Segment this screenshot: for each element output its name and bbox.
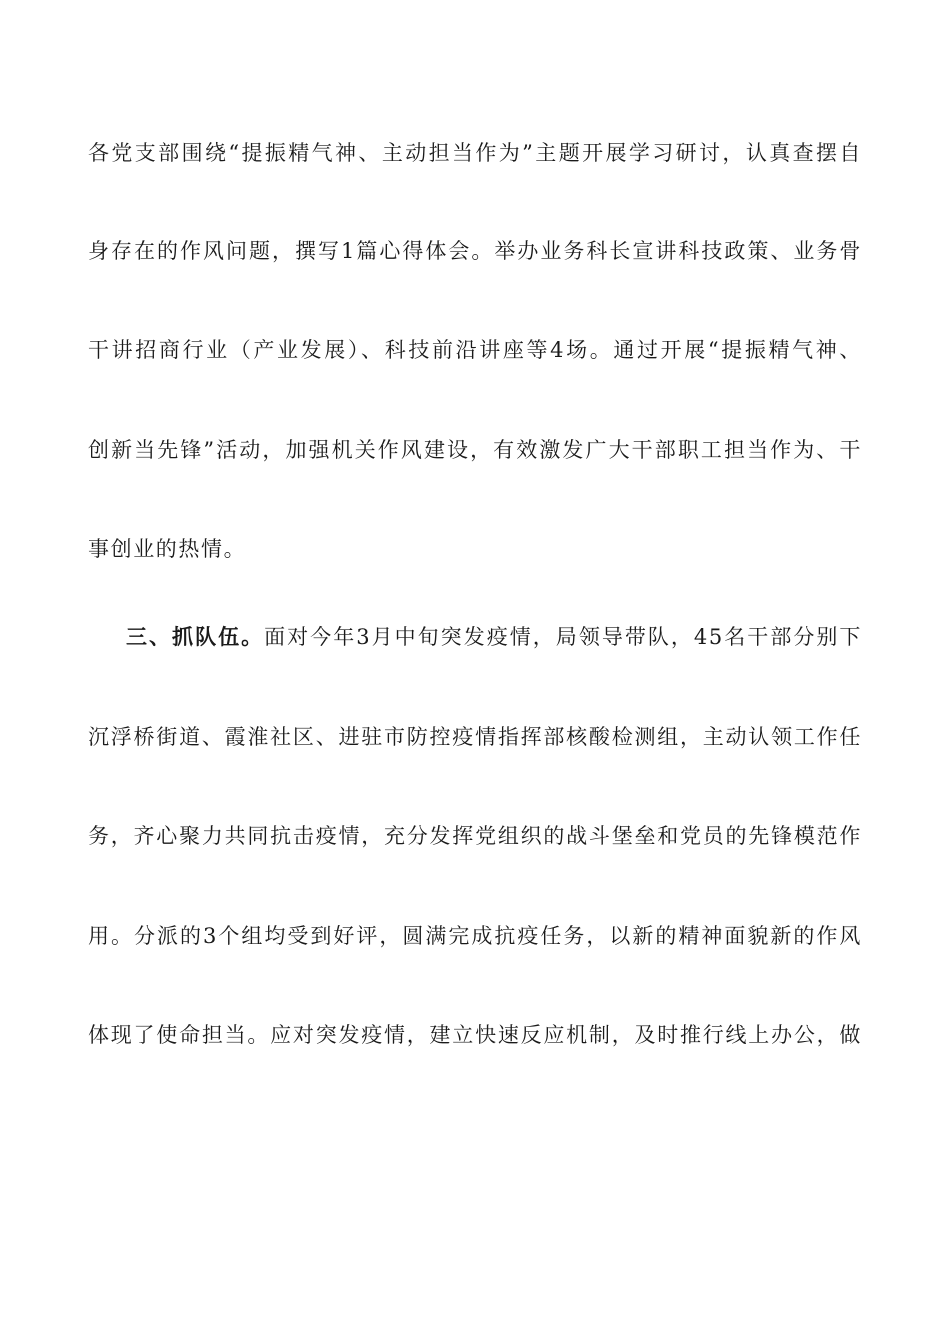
paragraph-1-line-2: 身存在的作风问题，撰写1篇心得体会。举办业务科长宣讲科技政策、业务骨 xyxy=(88,239,862,263)
paragraph-2-line-4: 用。分派的3个组均受到好评，圆满完成抗疫任务，以新的精神面貌新的作风 xyxy=(88,924,862,948)
paragraph-2-line-1-text: 面对今年3月中旬突发疫情，局领导带队，45名干部分别下 xyxy=(264,625,862,649)
paragraph-2-line-5: 体现了使命担当。应对突发疫情，建立快速反应机制，及时推行线上办公，做 xyxy=(88,1023,862,1047)
paragraph-2-line-1 xyxy=(126,620,862,654)
paragraph-2-line-3: 务，齐心聚力共同抗击疫情，充分发挥党组织的战斗堡垒和党员的先锋模范作 xyxy=(88,824,862,848)
paragraph-1-line-4: 创新当先锋”活动，加强机关作风建设，有效激发广大干部职工担当作为、干 xyxy=(88,438,862,462)
paragraph-1-line-1: 各党支部围绕“提振精气神、主动担当作为”主题开展学习研讨，认真查摆自 xyxy=(88,141,862,165)
paragraph-1-line-3: 干讲招商行业（产业发展）、科技前沿讲座等4场。通过开展“提振精气神、 xyxy=(88,338,862,362)
paragraph-1-line-5: 事创业的热情。 xyxy=(88,537,247,561)
paragraph-2-line-2: 沉浮桥街道、霞淮社区、进驻市防控疫情指挥部核酸检测组，主动认领工作任 xyxy=(88,725,862,749)
section-heading: 三、抓队伍。 xyxy=(126,624,265,649)
